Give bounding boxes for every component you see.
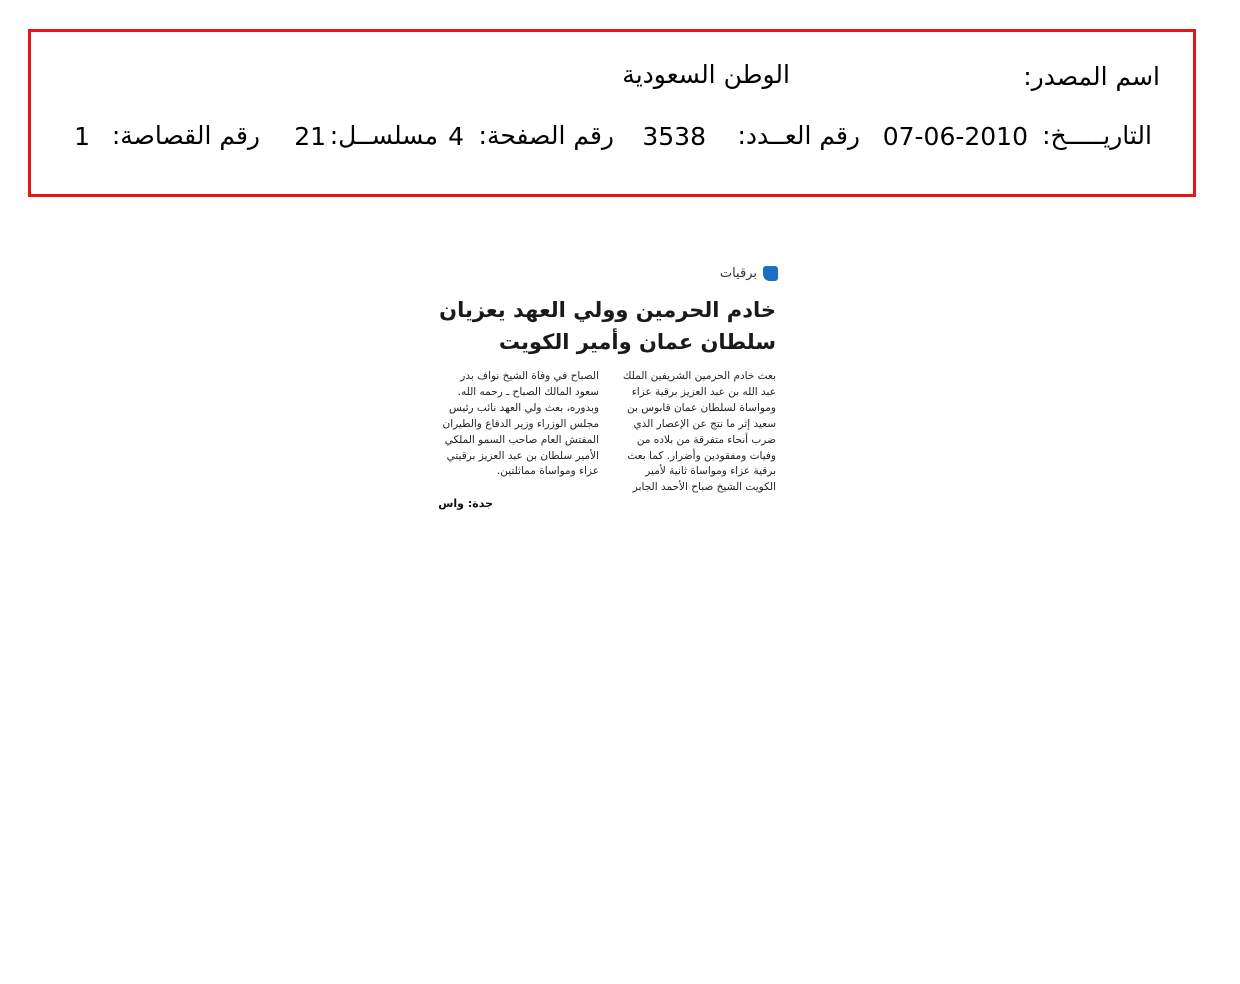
issue-label: رقم العــدد: [737, 121, 860, 150]
clipping-metadata-box [28, 29, 1196, 197]
page-label: رقم الصفحة: [478, 121, 614, 150]
issue-value: 3538 [642, 122, 706, 151]
article-column-left: الصباح في وفاة الشيخ نواف بدر سعود المالك الصباح ـ رحمه الله. وبدوره، بعث ولي العهد نائب رئيس مجلس الوزراء وزير الدفاع والطيران المفتش العام صاحب السمو الملكي الأمير سلطان بن عبد العزيز برقيتي عزاء ومواساة مماثلتين. [442, 370, 599, 478]
serial-value: 21 [294, 122, 326, 151]
serial-label: مسلســل: [329, 121, 438, 150]
article-clipping [430, 262, 780, 517]
source-value: الوطن السعودية [622, 60, 790, 89]
article-dateline: جدة: واس [438, 497, 493, 510]
date-label: التاريـــــخ: [1042, 121, 1152, 150]
article-column-right: بعث خادم الحرمين الشريفين الملك عبد الله بن عبد العزيز برقية عزاء ومواساة لسلطان عمان قابوس بن سعيد إثر ما نتج عن الإعصار الذي ضرب أنحاء متفرقة من بلاده من وفيات ومفقودين وأضرار. كما بعث برقية عزاء ومواساة ثانية لأمير الكويت الشيخ صباح الأحمد الجابر [622, 370, 776, 494]
clip-number-value: 1 [74, 122, 90, 151]
clip-number-label: رقم القصاصة: [111, 121, 260, 150]
article-headline: خادم الحرمين وولي العهد يعزيان سلطان عمان وأمير الكويت [439, 298, 776, 354]
page-value: 4 [448, 122, 464, 151]
date-value: 07-06-2010 [882, 122, 1028, 151]
section-label: برقيات [719, 266, 757, 281]
source-label: اسم المصدر: [1023, 62, 1160, 91]
speech-bubble-icon [763, 266, 778, 281]
section-header [720, 266, 778, 281]
